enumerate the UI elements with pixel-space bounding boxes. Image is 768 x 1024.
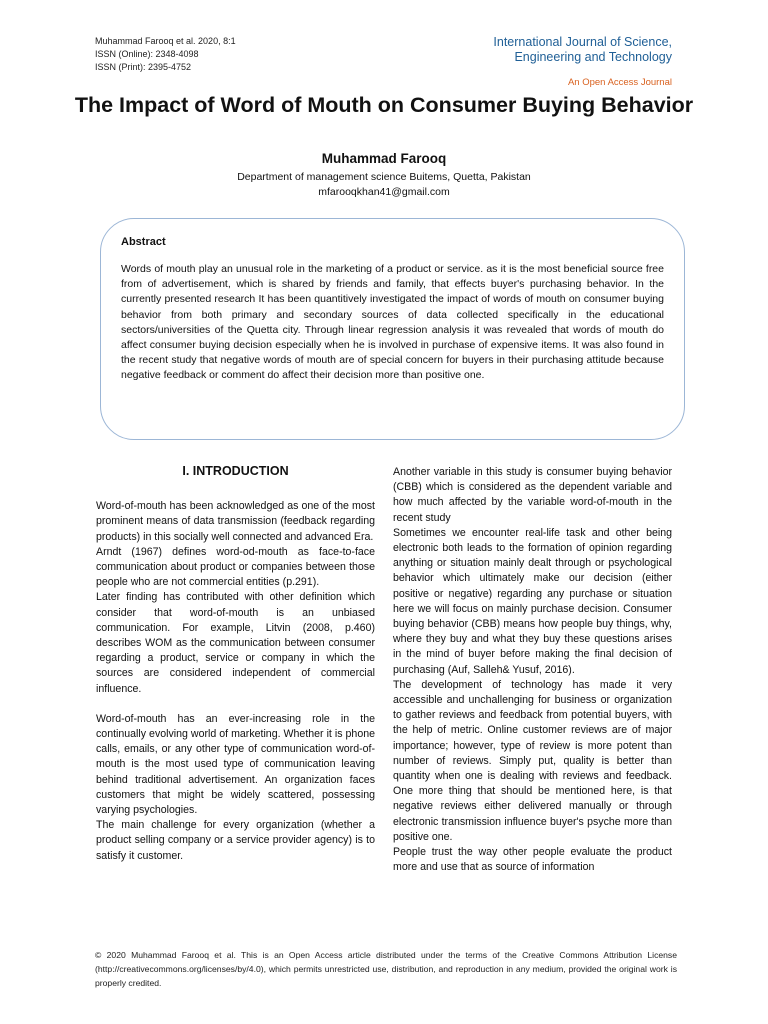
paragraph: Another variable in this study is consumer buying behavior (CBB) which is considered as the dependent variable and how much affected by the variable word-of-mouth in the recent study xyxy=(393,466,672,524)
citation: Muhammad Farooq et al. 2020, 8:1 xyxy=(95,36,236,46)
paragraph: The main challenge for every organization (whether a product selling company or a service provider agency) is to satisfy it customer. xyxy=(96,819,375,862)
author-email[interactable]: mfarooqkhan41@gmail.com xyxy=(318,186,450,198)
paragraph: Arndt (1967) defines word-od-mouth as face-to-face communication about product or companies between those people who are not commercial entities (p.291). xyxy=(96,545,375,589)
journal-name-line1: International Journal of Science, xyxy=(493,35,672,49)
right-column xyxy=(393,465,672,875)
paragraph: Sometimes we encounter real-life task and other being electronic both leads to the formation of opinion regarding anything or situation mainly dealt through or psychological behavior which ultimately make our decision (either positive or negative) regarding any purchase or situation here we will focus on mainly purchase decision. Consumer buying behavior (CBB) means how people buy things, why, where they buy and what they buy these questions arises in the mind of buyer before making the final decision of purchasing (Auf, Salleh& Yusuf, 2016). xyxy=(393,526,672,676)
paragraph: Word-of-mouth has an ever-increasing role in the continually evolving world of marketing. Whether it is phone calls, emails, or any other type of communication word-of-mouth is the most used type of communication leaving behind traditional advertisement. An organization faces customers that might be widely scattered, possessing varying psychologies. xyxy=(96,712,375,817)
left-column xyxy=(96,460,375,864)
paragraph: Later finding has contributed with other definition which consider that word-of-mouth is an unbiased communication. For example, Litvin (2008, p.460) describes WOM as the communication between consumer regarding a product, service or company in which the sources are considered independent of commercial influence. xyxy=(96,591,375,695)
abstract-heading: Abstract xyxy=(121,236,166,248)
author-affiliation xyxy=(0,170,768,200)
abstract-text: Words of mouth play an unusual role in the marketing of a product or service. as it is the most beneficial source free from of advertisement, which is shared by friends and family, that effects buyer's purchasing behavior. In the currently presented research It has been quantitively investigated the impact of words of mouth on consumer buying behavior from both primary and secondary sources of data collected specifically in the educational sectors/universities of the Quetta city. Through linear regression analysis it was revealed that words of mouth do affect consumer buying decision especially when he is involved in purchase of expensive items. It was also found in the recent study that negative words of mouth are of special concern for buyers in their purchasing attitude because negative feedback or comment do affect their decision more than positive one. xyxy=(121,263,664,382)
abstract-box xyxy=(100,218,685,440)
journal-name-line2: Engineering and Technology xyxy=(514,50,672,64)
issn-print: ISSN (Print): 2395-4752 xyxy=(95,62,192,72)
section-heading: I. INTRODUCTION xyxy=(182,464,289,478)
paragraph: People trust the way other people evaluate the product more and use that as source of information xyxy=(393,846,672,874)
paragraph: Word-of-mouth has been acknowledged as one of the most prominent means of data transmission (feedback regarding products) in this socially well connected and advanced Era. xyxy=(96,500,375,543)
journal-block xyxy=(493,35,672,88)
open-access-label: An Open Access Journal xyxy=(567,77,672,88)
citation-block xyxy=(95,35,236,74)
paper-title: The Impact of Word of Mouth on Consumer Buying Behavior xyxy=(74,93,694,117)
issn-online: ISSN (Online): 2348-4098 xyxy=(95,49,199,59)
affiliation: Department of management science Buitems, Quetta, Pakistan xyxy=(237,171,531,183)
license-footer: © 2020 Muhammad Farooq et al. This is an Open Access article distributed under the terms of the Creative Commons Attribution License (http://creativecommons.org/licenses/by/4.0), which permits unrestricted use, distribution, and reproduction in any medium, provided the original work is properly credited. xyxy=(95,950,677,988)
paragraph: The development of technology has made it very accessible and unchallenging for business or organization to gather reviews and feedback from potential buyers, with the help of metric. Online customer reviews are of major importance; however, type of review is more potent than number of reviews. Simply put, quality is better than quantity when one is dealing with reviews and feedback. One more thing that should be mentioned here, is that negative reviews either delivered manually or through electronic transmission influence buyer's psyche more than positive one. xyxy=(393,678,672,843)
author-name: Muhammad Farooq xyxy=(321,151,447,166)
